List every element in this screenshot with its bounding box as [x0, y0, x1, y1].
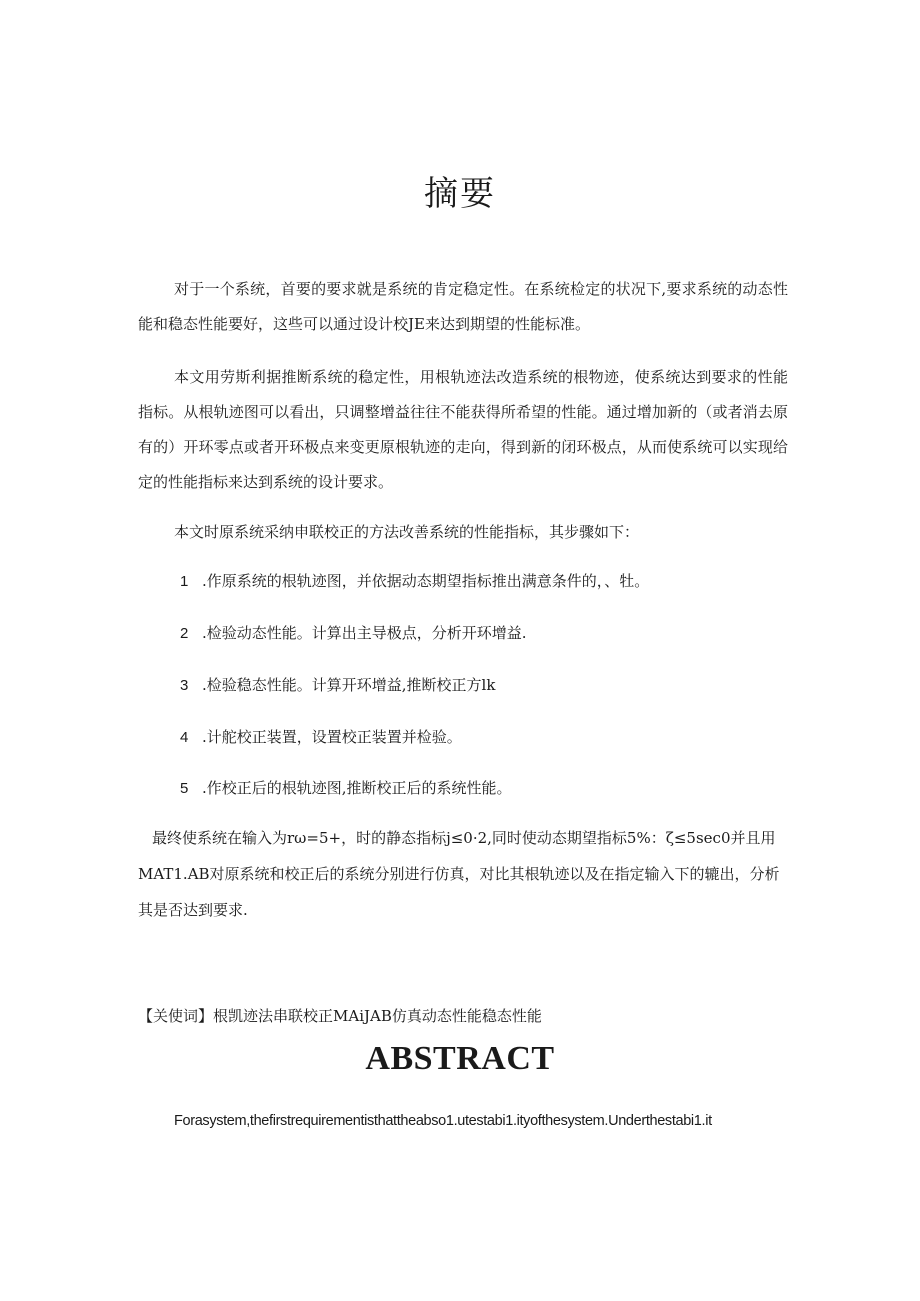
keywords-line: 【关使词】根凯迹法串联校正MAiJAB仿真动态性能稳态性能: [138, 1007, 542, 1025]
step-text: .作原系统的根轨迹图，并依据动态期望指标推出满意条件的，、牡。: [202, 572, 650, 590]
step-item-3: [180, 674, 780, 697]
english-abstract-title: ABSTRACT: [365, 1040, 555, 1077]
step-item-4: [180, 726, 780, 749]
step-item-5: [180, 777, 780, 800]
english-abstract-text: Forasystem,thefirstrequirementisthattheabso1.utestabi1.ityofthesystem.Underthestabi1.it: [174, 1113, 712, 1129]
step-number: 3: [180, 677, 189, 694]
step-number: 5: [180, 780, 189, 797]
step-item-2: [180, 622, 780, 645]
step-number: 2: [180, 625, 189, 642]
step-text: .计舵校正装置，设置校正装置并检验。: [202, 728, 462, 746]
step-item-1: [180, 570, 780, 593]
chinese-abstract-title: 摘要: [424, 174, 496, 214]
step-text: .检验稳态性能。计算开环增益,推断校正方lk: [202, 676, 496, 694]
abstract-paragraph-2: 本文用劳斯利据推断系统的稳定性，用根轨迹法改造系统的根物迹，使系统达到要求的性能指标。从根轨迹图可以看出，只调整增益往往不能获得所希望的性能。通过增加新的（或者消去原有的）开环零点或者开环极点来变更原根轨迹的走向，得到新的闭环极点，从而使系统可以实现给定的性能指标来达到系统的设计要求。: [138, 368, 788, 491]
abstract-paragraph-3: 本文时原系统采纳申联校正的方法改善系统的性能指标，其步骤如下：: [174, 523, 640, 541]
abstract-paragraph-1: 对于一个系统，首要的要求就是系统的肯定稳定性。在系统检定的状况下,要求系统的动态性能和稳态性能要好，这些可以通过设计校JE来达到期望的性能标准。: [138, 280, 788, 333]
abstract-paragraph-4: 最终使系统在输入为rω=5+，时的静态指标j≤0·2,同时使动态期望指标5%：ζ≤5sec0并且用MAT1.AB对原系统和校正后的系统分别进行仿真，对比其根轨迹以及在指定输入下的辘出，分析其是否达到要求.: [138, 829, 780, 919]
step-text: .检验动态性能。计算出主导极点，分析开环增益.: [202, 624, 527, 642]
step-number: 1: [180, 573, 189, 590]
step-number: 4: [180, 729, 189, 746]
step-text: .作校正后的根轨迹图,推断校正后的系统性能。: [202, 779, 512, 797]
